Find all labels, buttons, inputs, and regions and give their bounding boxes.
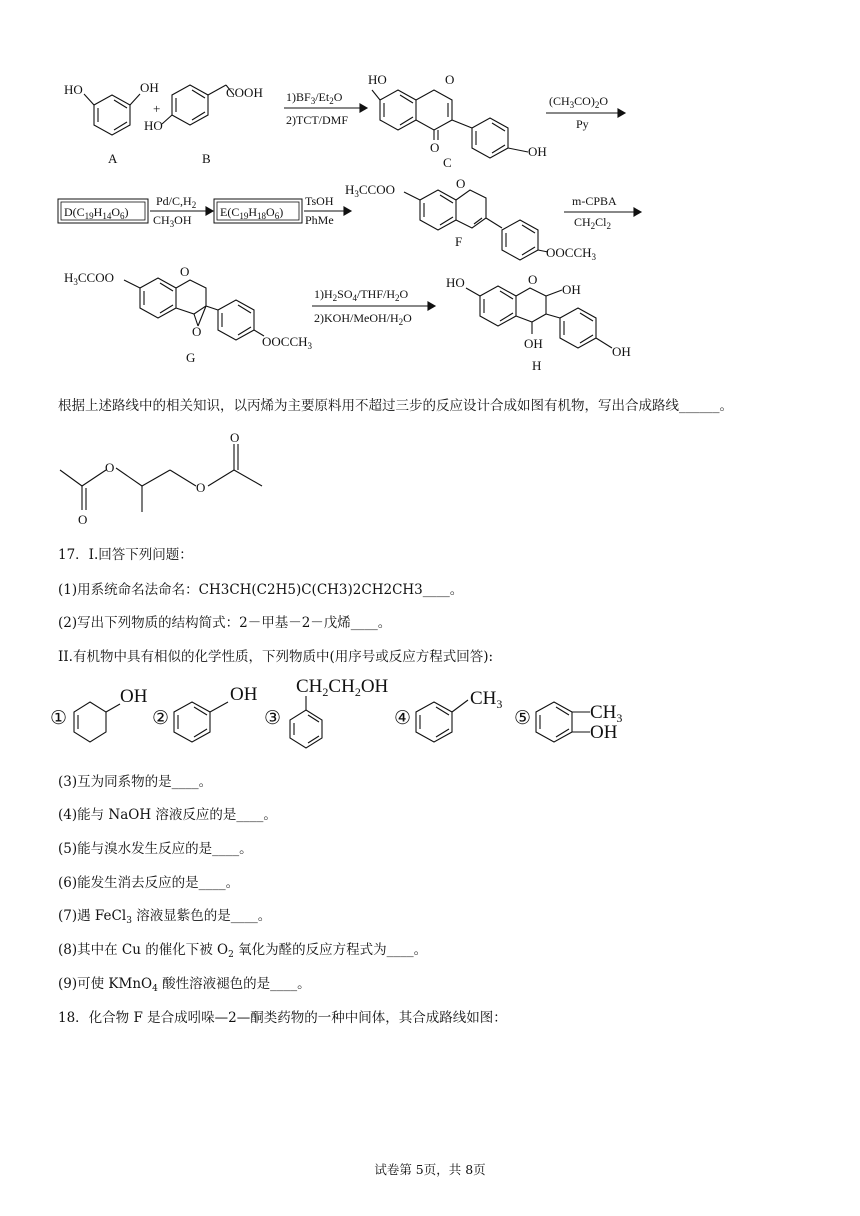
svg-text:O: O <box>180 264 190 279</box>
question-7: (7)遇 FeCl$_3$ 溶液显紫色的是____。 <box>58 908 272 926</box>
svg-text:m-CPBA: m-CPBA <box>572 194 617 208</box>
label-a: A <box>108 151 118 166</box>
svg-text:E(C19H18O6): $E(C_{19}H_{18}O_6)$ <box>220 205 284 221</box>
svg-text:OH: OH <box>590 722 618 743</box>
question-8: (8)其中在 Cu 的催化下被 $O_2$ 氧化为醛的反应方程式为____。 <box>58 942 428 960</box>
question-17-2: (2)写出下列物质的结构简式：2－甲基－2－戊烯____。 <box>58 615 392 631</box>
svg-text:OH: OH <box>120 686 148 707</box>
question-6: (6)能发生消去反应的是____。 <box>58 875 240 891</box>
svg-text:④: ④ <box>394 708 412 729</box>
svg-text:O: O <box>430 140 440 155</box>
svg-text:②: ② <box>152 708 170 729</box>
option-1-structure <box>50 686 148 742</box>
svg-text:O: O <box>528 272 538 287</box>
question-9: (9)可使 KMnO$_4$ 酸性溶液褪色的是____。 <box>58 976 311 994</box>
box-e <box>214 199 302 223</box>
option-4-structure <box>394 688 502 742</box>
svg-text:2)KOH/MeOH/H2O: $2)KOH/MeOH/H_2O$ <box>314 311 412 327</box>
svg-text:③: ③ <box>264 708 282 729</box>
svg-text:OH: OH <box>230 684 258 705</box>
svg-text:O: O <box>230 432 240 445</box>
question-17-II: II.有机物中具有相似的化学性质，下列物质中(用序号或反应方程式回答): <box>58 649 494 665</box>
label-b: B <box>202 151 211 166</box>
svg-text:O: O <box>105 460 115 475</box>
svg-text:O: O <box>196 480 206 495</box>
options-structures <box>44 672 664 752</box>
svg-text:O: O <box>192 324 202 339</box>
synthesis-scheme <box>0 0 860 385</box>
box-d <box>58 199 148 223</box>
svg-text:D(C19H14O6): $D(C_{19}H_{14}O_6)$ <box>64 205 129 221</box>
svg-text:Pd/C,H2: $Pd/C,H_2$ <box>156 194 197 210</box>
arrow-step-3 <box>150 194 213 229</box>
svg-text:TsOH: TsOH <box>305 194 334 208</box>
svg-text:OOCCH3: $OOCCH_3$ <box>546 245 597 262</box>
svg-text:O: O <box>456 176 466 191</box>
svg-text:HO: HO <box>446 275 465 290</box>
svg-text:H3CCOO: $H_3CCOO$ <box>64 270 115 287</box>
label-f: F <box>455 234 463 249</box>
question-17-1: (1)用系统命名法命名：CH3CH(C2H5)C(CH3)2CH2CH3____。 <box>58 582 464 598</box>
page-footer: 试卷第 5页，共 8页 <box>374 1162 486 1177</box>
target-molecule-structure <box>50 432 280 527</box>
svg-text:CH3: $CH_3$ <box>470 688 503 711</box>
svg-text:HO: HO <box>64 82 83 97</box>
svg-text:Py: Py <box>576 117 589 131</box>
arrow-step-5 <box>564 194 641 231</box>
svg-text:HO: HO <box>368 72 387 87</box>
label-g: G <box>186 350 196 365</box>
compound-h-structure <box>446 272 631 359</box>
svg-text:OH: OH <box>562 282 581 297</box>
arrow-step-2 <box>546 94 625 131</box>
option-2-structure <box>152 684 258 742</box>
svg-text:1)BF3/Et2O: $1)BF_3/Et_2O$ <box>286 90 343 106</box>
svg-text:O: O <box>78 512 88 527</box>
option-5-structure <box>514 702 622 743</box>
plus-sign: + <box>153 101 161 116</box>
svg-text:O: O <box>445 72 455 87</box>
compound-c-structure <box>368 72 547 159</box>
svg-text:CH2CH2OH: $CH_2CH_2OH$ <box>296 676 389 699</box>
question-5: (5)能与溴水发生反应的是____。 <box>58 841 253 857</box>
question-17-title: 17．I.回答下列问题： <box>58 547 193 563</box>
svg-text:CH3OH: $CH_3OH$ <box>153 213 192 229</box>
arrow-step-4 <box>304 194 351 227</box>
question-4: (4)能与 NaOH 溶液反应的是____。 <box>58 807 277 823</box>
svg-text:1)H2SO4/THF/H2O: $1)H_2SO_4/THF/H_2O$ <box>314 287 409 303</box>
svg-text:OOCCH3: $OOCCH_3$ <box>262 334 313 351</box>
arrow-step-1 <box>284 90 367 127</box>
svg-text:PhMe: PhMe <box>305 213 334 227</box>
svg-text:OH: OH <box>140 80 159 95</box>
svg-text:OH: OH <box>528 144 547 159</box>
compound-f-structure <box>345 176 597 262</box>
label-c: C <box>443 155 452 170</box>
svg-text:(CH3CO)2O: $(CH_3CO)_2O$ <box>549 94 609 110</box>
arrow-step-6 <box>312 287 435 327</box>
compound-b-structure <box>144 85 263 133</box>
compound-g-structure <box>64 264 313 351</box>
svg-text:CH3: $CH_3$ <box>590 702 623 725</box>
svg-text:HO: HO <box>144 118 163 133</box>
svg-text:OH: OH <box>524 336 543 351</box>
svg-text:CH2Cl2: $CH_2Cl_2$ <box>574 215 612 231</box>
question-18: 18．化合物 F 是合成吲哚—2—酮类药物的一种中间体，其合成路线如图： <box>58 1010 507 1026</box>
option-3-structure <box>264 676 389 748</box>
question-3: (3)互为同系物的是____。 <box>58 774 213 790</box>
svg-text:2)TCT/DMF: 2)TCT/DMF <box>286 113 349 127</box>
svg-text:OH: OH <box>612 344 631 359</box>
svg-text:H3CCOO: $H_3CCOO$ <box>345 182 396 199</box>
question-intro: 根据上述路线中的相关知识，以丙烯为主要原料用不超过三步的反应设计合成如图有机物，写出合成路线______。 <box>58 398 733 414</box>
svg-text:①: ① <box>50 708 68 729</box>
svg-text:COOH: COOH <box>226 85 263 100</box>
svg-text:⑤: ⑤ <box>514 708 532 729</box>
label-h: H <box>532 358 542 373</box>
